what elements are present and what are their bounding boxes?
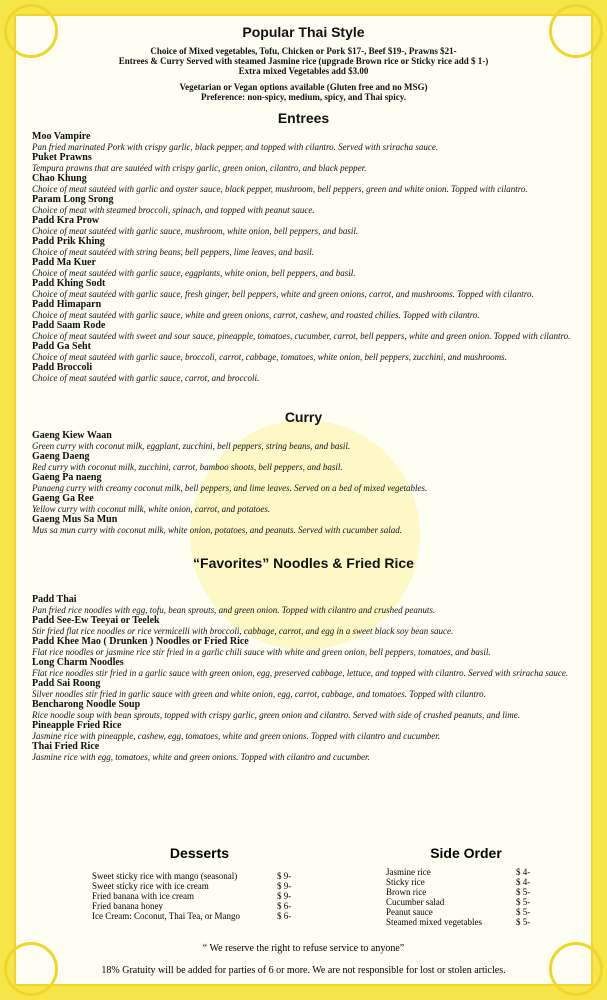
menu-item-description: Panaeng curry with creamy coconut milk, bell peppers, and lime leaves. Served on a bed of mixed vegetables. <box>32 483 428 493</box>
menu-item <box>32 279 575 299</box>
price-row <box>386 917 546 927</box>
menu-item <box>32 195 575 215</box>
menu-item-description: Pan fried marinated Pork with crispy garlic, black pepper, and topped with cilantro. Served with sriracha sauce. <box>32 142 439 152</box>
menu-item-description: Choice of meat sautéed with garlic sauce, eggplants, white onion, bell peppers, and basil. <box>32 268 356 278</box>
veg-line: Preference: non-spicy, medium, spicy, and Thai spicy. <box>200 92 407 102</box>
menu-item-name: Padd Prik Khing <box>32 236 105 247</box>
price-item-name: Fried banana honey <box>92 901 163 911</box>
price-item-price: $ 9- <box>277 891 292 901</box>
menu-item-description: Choice of meat sautéed with garlic sauce, white and green onions, carrot, cashew, and roasted chilies. Topped with cilantro. <box>32 310 480 320</box>
menu-item <box>32 321 575 341</box>
menu-item-description: Silver noodles stir fried in garlic sauce with green and white onion, egg, carrot, cabbage, and tomatoes. Topped with cilantro. <box>32 689 486 699</box>
menu-item-description: Choice of meat sautéed with garlic sauce, fresh ginger, bell peppers, white and green onions, carrot, and mushrooms. Topped with cilantro. <box>32 289 534 299</box>
menu-item <box>32 216 575 236</box>
price-row <box>92 891 307 901</box>
price-item-price: $ 9- <box>277 881 292 891</box>
menu-item <box>32 595 575 615</box>
page-title: Popular Thai Style <box>242 24 365 40</box>
menu-item-description: Green curry with coconut milk, eggplant, zucchini, bell peppers, string beans, and basil. <box>32 441 351 451</box>
reserve-notice: “ We reserve the right to refuse service to anyone” <box>202 943 405 954</box>
menu-item-name: Gaeng Daeng <box>32 451 90 462</box>
menu-item-name: Padd See-Ew Teeyai or Teelek <box>32 615 160 626</box>
menu-item-name: Puket Prawns <box>32 152 92 163</box>
curry-heading: Curry <box>284 409 323 425</box>
price-item-name: Ice Cream: Coconut, Thai Tea, or Mango <box>92 911 240 921</box>
menu-item-name: Padd Khing Sodt <box>32 278 106 289</box>
price-item-price: $ 5- <box>516 917 531 927</box>
entrees-list <box>32 132 575 383</box>
menu-item <box>32 363 575 383</box>
menu-item-description: Flat rice noodles or jasmine rice stir fried in a garlic chili sauce with white and green onion, bell peppers, tomatoes, and basil. <box>32 647 491 657</box>
menu-item-description: Choice of meat sautéed with garlic sauce, broccoli, carrot, cabbage, tomatoes, white onion, bell peppers, zucchini, and mushrooms. <box>32 352 507 362</box>
menu-item-name: Bencharong Noodle Soup <box>32 699 141 710</box>
price-item-name: Brown rice <box>386 887 427 897</box>
menu-item <box>32 174 575 194</box>
menu-item-name: Padd Ga Seht <box>32 341 91 352</box>
price-item-price: $ 4- <box>516 877 531 887</box>
menu-item-name: Padd Kra Prow <box>32 215 100 226</box>
menu-item-name: Thai Fried Rice <box>32 741 100 752</box>
price-row <box>92 881 307 891</box>
menu-item-name: Padd Sai Roong <box>32 678 101 689</box>
price-item-price: $ 6- <box>277 911 292 921</box>
price-item-name: Peanut sauce <box>386 907 433 917</box>
menu-item <box>32 679 575 699</box>
price-item-name: Steamed mixed vegetables <box>386 917 482 927</box>
menu-item <box>32 452 575 472</box>
pricing-line: Extra mixed Vegetables add $3.00 <box>238 66 369 76</box>
menu-item-name: Param Long Srong <box>32 194 114 205</box>
price-item-price: $ 4- <box>516 867 531 877</box>
menu-item-description: Yellow curry with coconut milk, white onion, carrot, and potatoes. <box>32 504 271 514</box>
menu-item-description: Choice of meat sautéed with garlic and oyster sauce, black pepper, mushroom, bell peppers, green and white onion. Topped with cilantro. <box>32 184 528 194</box>
vegetarian-info <box>32 82 575 102</box>
veg-line: Vegetarian or Vegan options available (Gluten free and no MSG) <box>179 82 428 92</box>
menu-item <box>32 494 575 514</box>
price-item-price: $ 9- <box>277 871 292 881</box>
menu-item-description: Jasmine rice with pineapple, cashew, egg, tomatoes, white and green onions. Topped with cilantro and cucumber. <box>32 731 441 741</box>
curry-list <box>32 431 575 535</box>
menu-item-name: Gaeng Pa naeng <box>32 472 102 483</box>
menu-item-name: Gaeng Mus Sa Mun <box>32 514 118 525</box>
menu-item-name: Padd Himaparn <box>32 299 102 310</box>
price-row <box>386 887 546 897</box>
menu-item <box>32 342 575 362</box>
price-item-price: $ 6- <box>277 901 292 911</box>
menu-item-description: Stir fried flat rice noodles or rice vermicelli with broccoli, cabbage, carrot, and egg in a sweet black soy bean sauce. <box>32 626 454 636</box>
menu-item-name: Moo Vampire <box>32 131 91 142</box>
menu-item-description: Choice of meat sautéed with string beans, bell peppers, lime leaves, and basil. <box>32 247 314 257</box>
menu-item <box>32 637 575 657</box>
price-row <box>386 897 546 907</box>
desserts-heading: Desserts <box>169 845 230 861</box>
menu-item-description: Tempura prawns that are sautéed with crispy garlic, green onion, cilantro, and black pepper. <box>32 163 367 173</box>
gratuity-notice: 18% Gratuity will be added for parties of 6 or more. We are not responsible for lost or stolen articles. <box>101 965 506 976</box>
menu-item-description: Pan fried rice noodles with egg, tofu, bean sprouts, and green onion. Topped with cilantro and crushed peanuts. <box>32 605 436 615</box>
side-order-list <box>386 867 546 927</box>
price-item-price: $ 5- <box>516 887 531 897</box>
menu-item <box>32 721 575 741</box>
price-row <box>92 901 307 911</box>
price-item-price: $ 5- <box>516 897 531 907</box>
menu-item-description: Choice of meat sautéed with garlic sauce, carrot, and broccoli. <box>32 373 260 383</box>
pricing-line: Entrees & Curry Served with steamed Jasmine rice (upgrade Brown rice or Sticky rice add $ 1-) <box>118 56 489 66</box>
price-item-name: Sweet sticky rice with ice cream <box>92 881 209 891</box>
price-row <box>386 867 546 877</box>
entrees-heading: Entrees <box>277 110 330 126</box>
favorites-heading: “Favorites” Noodles & Fried Rice <box>193 555 414 571</box>
menu-item-description: Flat rice noodles stir fried in a garlic sauce with green onion, egg, preserved cabbage, lettuce, and topped with cilantro. Served with sriracha sauce. <box>32 668 569 678</box>
menu-item <box>32 742 575 762</box>
menu-item-description: Mus sa mun curry with coconut milk, white onion, potatoes, and peanuts. Served with cucumber salad. <box>32 525 402 535</box>
menu-item-name: Padd Broccoli <box>32 362 93 373</box>
menu-item <box>32 153 575 173</box>
menu-item <box>32 237 575 257</box>
desserts-list <box>92 871 307 921</box>
menu-item-name: Padd Ma Kuer <box>32 257 96 268</box>
menu-item-name: Pineapple Fried Rice <box>32 720 122 731</box>
side-order-heading: Side Order <box>430 845 502 861</box>
desserts-section <box>92 845 307 921</box>
pricing-line: Choice of Mixed vegetables, Tofu, Chicken or Pork $17-, Beef $19-, Prawns $21- <box>150 46 457 56</box>
price-row <box>386 907 546 917</box>
menu-content <box>32 14 575 763</box>
menu-item <box>32 132 575 152</box>
side-order-section <box>386 845 546 927</box>
favorites-list <box>32 595 575 762</box>
menu-item <box>32 515 575 535</box>
menu-item <box>32 258 575 278</box>
menu-item-description: Red curry with coconut milk, zucchini, carrot, bamboo shoots, bell peppers, and basil. <box>32 462 343 472</box>
price-item-price: $ 5- <box>516 907 531 917</box>
price-item-name: Cucumber salad <box>386 897 445 907</box>
menu-item-name: Gaeng Kiew Waan <box>32 430 112 441</box>
menu-item <box>32 473 575 493</box>
price-row <box>386 877 546 887</box>
price-item-name: Sticky rice <box>386 877 425 887</box>
price-row <box>92 911 307 921</box>
menu-item-name: Long Charm Noodles <box>32 657 124 668</box>
menu-item-description: Choice of meat with steamed broccoli, spinach, and topped with peanut sauce. <box>32 205 315 215</box>
menu-item-name: Padd Khee Mao ( Drunken ) Noodles or Fried Rice <box>32 636 249 647</box>
menu-item-description: Choice of meat sautéed with garlic sauce, mushroom, white onion, bell peppers, and basil. <box>32 226 359 236</box>
price-item-name: Sweet sticky rice with mango (seasonal) <box>92 871 238 881</box>
menu-item <box>32 431 575 451</box>
menu-item <box>32 300 575 320</box>
menu-item-name: Padd Thai <box>32 594 77 605</box>
menu-item-description: Jasmine rice with egg, tomatoes, white and green onions. Topped with cilantro and cucumber. <box>32 752 370 762</box>
pricing-info <box>32 46 575 76</box>
price-item-name: Fried banana with ice cream <box>92 891 194 901</box>
menu-item-name: Gaeng Ga Ree <box>32 493 94 504</box>
menu-item <box>32 700 575 720</box>
menu-item <box>32 658 575 678</box>
price-row <box>92 871 307 881</box>
menu-item-description: Choice of meat sautéed with sweet and sour sauce, pineapple, tomatoes, cucumber, carrot, bell peppers, white and green onion. Topped with cilantro. <box>32 331 571 341</box>
menu-item <box>32 616 575 636</box>
menu-item-name: Padd Saam Rode <box>32 320 106 331</box>
price-item-name: Jasmine rice <box>386 867 431 877</box>
menu-item-description: Rice noodle soup with bean sprouts, topped with crispy garlic, green onion and cilantro. Served with side of crushed peanuts, and lime. <box>32 710 520 720</box>
menu-item-name: Chao Khung <box>32 173 87 184</box>
